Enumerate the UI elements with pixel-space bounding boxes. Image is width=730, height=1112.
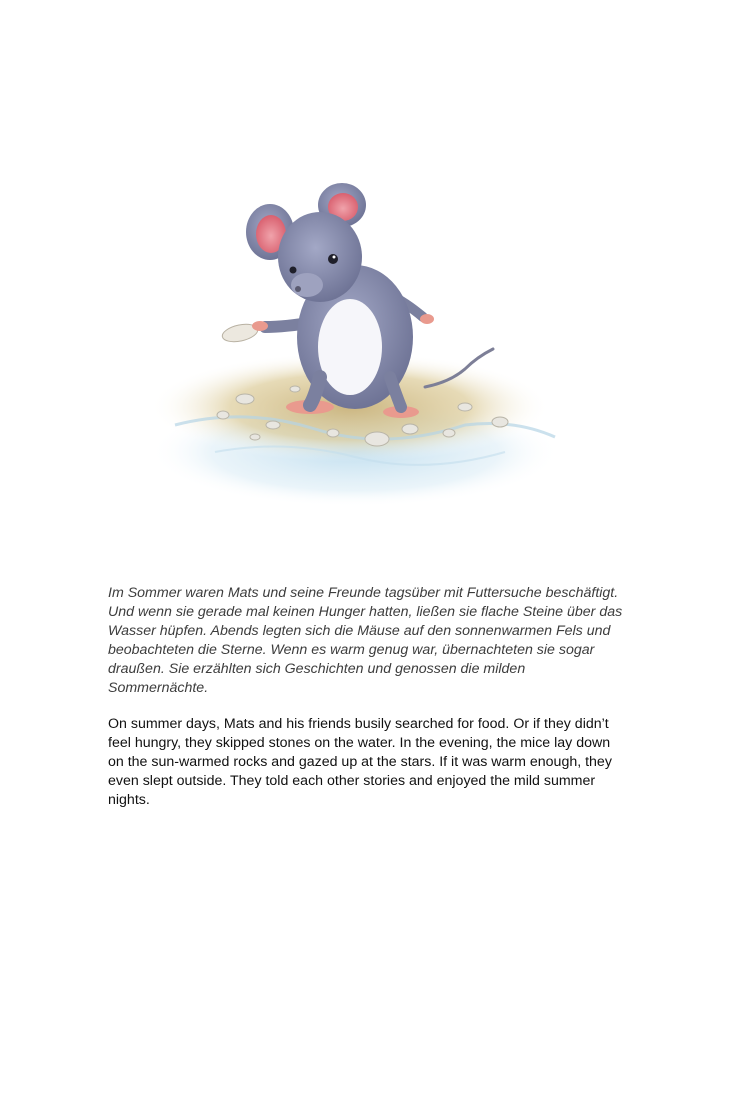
- story-text-english: On summer days, Mats and his friends busily searched for food. Or if they didn’t feel hungry, they skipped stones on the water. In the evening, the mice lay down on the sun-warmed rocks and gazed up at the stars. If it was warm enough, they even slept outside. They told each other stories and enjoyed the mild summer nights.: [108, 716, 612, 808]
- mouse-illustration: [105, 107, 632, 525]
- story-text-german: Im Sommer waren Mats und seine Freunde tagsüber mit Futtersuche beschäftigt. Und wenn sie gerade mal keinen Hunger hatten, ließen sie flache Steine über das Wasser hüpfen. Abends legten sich die Mäuse auf den sonnenwarmen Fels und beobachteten die Sterne. Wenn es warm genug war, übernachteten sie sogar draußen. Sie erzählten sich Geschichten und genossen die milden Sommernächte.: [108, 585, 623, 696]
